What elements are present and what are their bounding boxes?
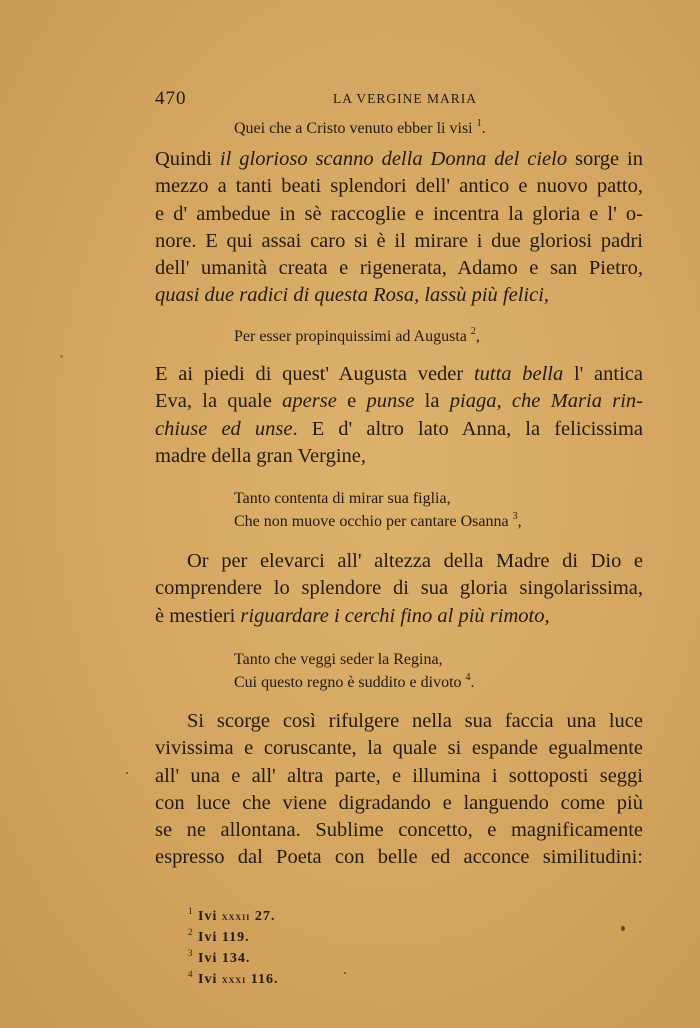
- page-number: 470: [155, 88, 187, 109]
- text-line: è mestieri riguardare i cerchi fino al più rimoto,: [155, 604, 550, 627]
- verse-line: Tanto che veggi seder la Regina,: [234, 651, 443, 668]
- page-header: [155, 88, 643, 112]
- paper-speck: [344, 972, 346, 974]
- footnote-2: $^2$ Ivi 119.: [188, 927, 250, 945]
- text-line: quasi due radici di questa Rosa, lassù più felici,: [155, 284, 550, 307]
- text-line: comprendere lo splendore di sua gloria singolarissima,: [155, 577, 643, 600]
- paragraph-3: [155, 548, 643, 630]
- text-line: con luce che viene digradando e languendo come più: [155, 791, 643, 814]
- verse-quote-1: Quei che a Cristo venuto ebber li visi $^1$.: [234, 118, 486, 137]
- footnote-ref: 4: [465, 672, 471, 683]
- verse-quote-2: Per esser propinquissimi ad Augusta $^2$,: [234, 326, 480, 345]
- text-line: mezzo a tanti beati splendori dell' antico e nuovo patto,: [155, 175, 643, 198]
- verse-line: Tanto contenta di mirar sua figlia,: [234, 490, 451, 507]
- text-line: chiuse ed unse. E d' altro lato Anna, la felicissima: [155, 417, 643, 440]
- footnote-ref: 2: [470, 326, 476, 337]
- text-line: se ne allontana. Sublime concetto, e magnificamente: [155, 819, 643, 842]
- footnotes: [188, 906, 279, 990]
- paragraph-4: [155, 708, 643, 872]
- footnote-ref: 1: [476, 118, 482, 129]
- text-line: Eva, la quale aperse e punse la piaga, che Maria rin-: [155, 390, 644, 413]
- text-line: E ai piedi di quest' Augusta veder tutta bella l' antica: [155, 363, 643, 385]
- footnote-ref: 3: [512, 511, 518, 522]
- verse-line: Per esser propinquissimi ad Augusta: [234, 328, 467, 345]
- text-line: espresso dal Poeta con belle ed acconce similitudini:: [155, 846, 643, 869]
- text-line: nore. E qui assai caro si è il mirare i due gloriosi padri: [155, 229, 643, 252]
- paper-speck: [126, 772, 128, 774]
- paper-speck: [621, 926, 625, 931]
- verse-line: Cui questo regno è suddito e divoto $^4$.: [234, 672, 475, 691]
- text-line: Quindi il glorioso scanno della Donna del cielo sorge in: [155, 148, 643, 170]
- verse-quote-3: [234, 487, 522, 533]
- footnote-4: $^4$ Ivi xxxi 116.: [188, 969, 279, 987]
- text-line: all' una e all' altra parte, e illumina i sottoposti seggi: [155, 764, 643, 787]
- text-line: Or per elevarci all' altezza della Madre di Dio e: [187, 550, 643, 572]
- running-title: LA VERGINE MARIA: [333, 91, 477, 106]
- verse-line: Che non muove occhio per cantare Osanna $^3$,: [234, 511, 522, 530]
- footnote-3: $^3$ Ivi 134.: [188, 948, 251, 966]
- verse-quote-4: [234, 648, 475, 694]
- text-line: Si scorge così rifulgere nella sua faccia una luce: [187, 710, 643, 732]
- footnote-1: $^1$ Ivi xxxii 27.: [188, 906, 276, 924]
- paragraph-1: [155, 146, 643, 310]
- paragraph-2: [155, 361, 643, 470]
- text-line: e d' ambedue in sè raccoglie e incentra la gloria e l' o-: [155, 202, 643, 225]
- text-line: dell' umanità creata e rigenerata, Adamo e san Pietro,: [155, 257, 643, 280]
- text-line: madre della gran Vergine,: [155, 444, 366, 467]
- paper-speck: [60, 355, 63, 358]
- text-line: vivissima e coruscante, la quale si espande egualmente: [155, 737, 643, 760]
- verse-line: Quei che a Cristo venuto ebber li visi: [234, 120, 473, 137]
